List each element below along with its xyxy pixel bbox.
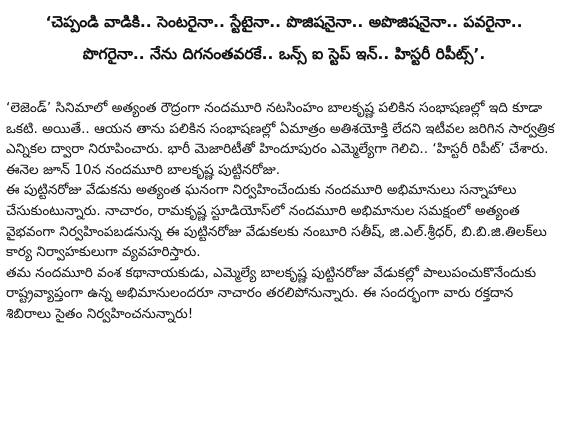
article-headline: ‘చెప్పండి వాడికి.. సెంటరైనా.. స్టేటైనా.. పొజిషనైనా.. అపొజిషనైనా.. పవరైనా.. పొగరైనా.. నేను దిగనంతవరకే.. ఒన్స్‌ ఐ స్టెప్‌ ఇన్‌.. హిస్టరీ రిపీట్స్‌’. [45, 13, 523, 63]
article-body [6, 98, 556, 325]
article-paragraph-2: ఈ పుట్టినరోజు వేడుకను అత్యంత ఘనంగా నిర్వహించేందుకు నందమూరి అభిమానులు సన్నాహాలు చేసుకుంటున్నారు. నాచారం, రామకృష్ణ స్టూడియోస్‌లో నందమూరి అభిమానుల సమక్షంలో అత్యంత వైభవంగా నిర్వహింపబడనున్న ఈ పుట్టినరోజు వేడుకలకు నంబూరి సతీష్‌, జి.ఎల్‌.శ్రీధర్‌, బి.బి.జి.తిలక్‌లు కార్య నిర్వాహకులుగా వ్యవహరిస్తారు. [6, 182, 547, 261]
article-paragraph-1: ‘లెజెండ్‌’ సినిమాలో అత్యంత రౌద్రంగా నందమూరి నటసింహం బాలకృష్ణ పలికిన సంభాషణల్లో ఇది కూడా ఒకటి. అయితే.. ఆయన తాను పలికిన సంభాషణల్లో ఏమాత్రం అతిశయోక్తి లేదని ఇటీవల జరిగిన సార్వత్రిక ఎన్నికల ద్వారా నిరూపించారు. భారీ మెజారిటీతో హిందూపురం ఎమ్మెల్యేగా గెలిచి.. ‘హిస్టరీ రిపీట్‌’ చేశారు. ఈనెల జూన్‌ 10న నందమూరి బాలకృష్ణ పుట్టినరోజు. [6, 100, 555, 178]
article-paragraph-3: తమ నందమూరి వంశ కథానాయకుడు, ఎమ్మెల్యే బాలకృష్ణ పుట్టినరోజు వేడుకల్లో పాలుపంచుకొనేందుకు రాష్ట్రవ్యాప్తంగా ఉన్న అభిమానులందరూ నాచారం తరలిపోనున్నారు. ఈ సందర్భంగా వారు రక్తదాన శిబిరాలు సైతం నిర్వహించనున్నారు! [6, 264, 537, 322]
